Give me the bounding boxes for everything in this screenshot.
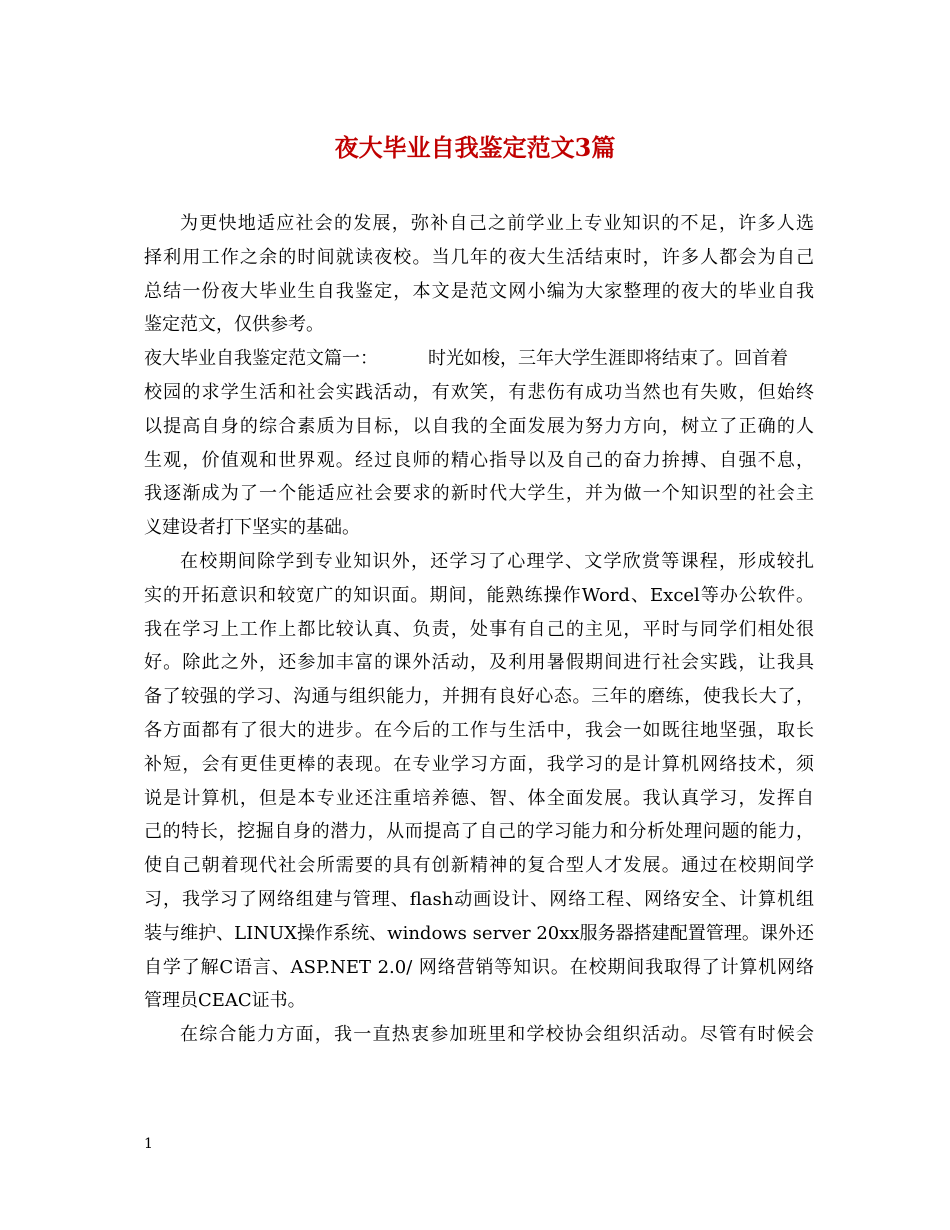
text-line: 以提高自身的综合素质为目标，以自我的全面发展为努力方向，树立了正确的人 — [144, 415, 814, 437]
text-line: 管理员CEAC证书。 — [144, 990, 306, 1012]
text-line: 义建设者打下坚实的基础。 — [144, 517, 360, 539]
text-line: 好。除此之外，还参加丰富的课外活动，及利用暑假期间进行社会实践，让我具 — [144, 652, 814, 674]
text-line: 择利用工作之余的时间就读夜校。当几年的夜大生活结束时，许多人都会为自己 — [144, 246, 814, 268]
document-title: 夜大毕业自我鉴定范文3篇 — [334, 133, 616, 162]
text-line: 说是计算机，但是本专业还注重培养德、智、体全面发展。我认真学习，发挥自 — [144, 787, 814, 809]
text-line: 备了较强的学习、沟通与组织能力，并拥有良好心态。三年的磨练，使我长大了， — [144, 686, 814, 708]
text-line: 总结一份夜大毕业生自我鉴定，本文是范文网小编为大家整理的夜大的毕业自我 — [144, 280, 814, 302]
text-line: 鉴定范文，仅供参考。 — [144, 314, 324, 336]
text-line: 各方面都有了很大的进步。在今后的工作与生活中，我会一如既往地坚强，取长 — [144, 719, 814, 741]
text-span: 时光如梭，三年大学生涯即将结束了。回首着 — [428, 348, 788, 370]
document-body — [144, 207, 814, 1052]
text-line: 习，我学习了网络组建与管理、flash动画设计、网络工程、网络安全、计算机组 — [144, 888, 814, 910]
text-line: 在综合能力方面，我一直热衷参加班里和学校协会组织活动。尽管有时候会 — [180, 1024, 814, 1046]
text-line: 生观，价值观和世界观。经过良师的精心指导以及自己的奋力拚搏、自强不息， — [144, 449, 814, 471]
text-line: 在校期间除学到专业知识外，还学习了心理学、文学欣赏等课程，形成较扎 — [180, 550, 814, 572]
text-line: 为更快地适应社会的发展，弥补自己之前学业上专业知识的不足，许多人选 — [180, 213, 814, 234]
text-line: 己的特长，挖掘自身的潜力，从而提高了自己的学习能力和分析处理问题的能力， — [144, 821, 814, 843]
text-line: 实的开拓意识和较宽广的知识面。期间，能熟练操作Word、Excel等办公软件。 — [144, 584, 814, 606]
page-number: 1 — [144, 1136, 153, 1152]
text-line — [144, 342, 814, 376]
text-line: 使自己朝着现代社会所需要的具有创新精神的复合型人才发展。通过在校期间学 — [144, 855, 814, 877]
text-line: 我逐渐成为了一个能适应社会要求的新时代大学生，并为做一个知识型的社会主 — [144, 483, 814, 505]
text-line: 补短，会有更佳更棒的表现。在专业学习方面，我学习的是计算机网络技术，须 — [144, 753, 814, 775]
text-line: 自学了解C语言、ASP.NET 2.0/ 网络营销等知识。在校期间我取得了计算机网络 — [144, 956, 814, 978]
section-heading: 夜大毕业自我鉴定范文篇一： — [144, 348, 378, 370]
text-line: 校园的求学生活和社会实践活动，有欢笑，有悲伤有成功当然也有失败，但始终 — [144, 381, 814, 403]
text-line: 我在学习上工作上都比较认真、负责，处事有自己的主见，平时与同学们相处很 — [144, 618, 814, 640]
text-line: 装与维护、LINUX操作系统、windows server 20xx服务器搭建配置管理。课外还 — [144, 922, 814, 944]
